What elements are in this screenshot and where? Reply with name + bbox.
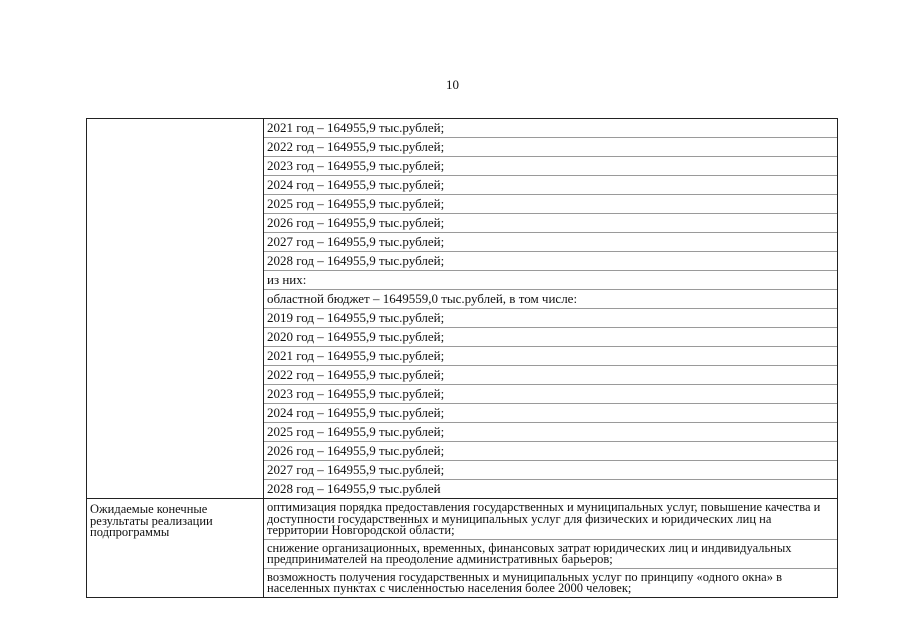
of-which-label: из них:: [264, 271, 837, 290]
funding-values-cell: [264, 119, 838, 499]
subprogram-passport-table: [86, 118, 838, 598]
regional-line: 2027 год – 164955,9 тыс.рублей;: [264, 461, 837, 480]
funding-line: 2025 год – 164955,9 тыс.рублей;: [264, 195, 837, 214]
regional-line: 2023 год – 164955,9 тыс.рублей;: [264, 385, 837, 404]
result-item: снижение организационных, временных, финансовых затрат юридических лиц и индивидуальных предпринимателей на преодоление административных барьеров;: [264, 540, 837, 569]
result-item: оптимизация порядка предоставления государственных и муниципальных услуг, повышение качества и доступности государственных и муниципальных услуг для физических и юридических лиц на территории Новгородской области;: [264, 499, 837, 540]
page-number: 10: [446, 77, 459, 92]
regional-line: 2025 год – 164955,9 тыс.рублей;: [264, 423, 837, 442]
results-label-cell: [87, 499, 264, 598]
regional-line: 2019 год – 164955,9 тыс.рублей;: [264, 309, 837, 328]
results-label: Ожидаемые конечные результаты реализации подпрограммы: [90, 502, 213, 539]
results-row: [87, 499, 838, 598]
regional-budget-line: областной бюджет – 1649559,0 тыс.рублей, в том числе:: [264, 290, 837, 309]
funding-line: 2024 год – 164955,9 тыс.рублей;: [264, 176, 837, 195]
regional-line: 2024 год – 164955,9 тыс.рублей;: [264, 404, 837, 423]
regional-line: 2028 год – 164955,9 тыс.рублей: [267, 481, 441, 496]
funding-line: 2026 год – 164955,9 тыс.рублей;: [264, 214, 837, 233]
regional-line: 2020 год – 164955,9 тыс.рублей;: [264, 328, 837, 347]
funding-line: 2023 год – 164955,9 тыс.рублей;: [264, 157, 837, 176]
funding-line: 2028 год – 164955,9 тыс.рублей;: [264, 252, 837, 271]
funding-line: 2022 год – 164955,9 тыс.рублей;: [264, 138, 837, 157]
results-values-cell: [264, 499, 838, 598]
funding-row: [87, 119, 838, 499]
regional-line: 2022 год – 164955,9 тыс.рублей;: [264, 366, 837, 385]
regional-line: 2021 год – 164955,9 тыс.рублей;: [264, 347, 837, 366]
funding-line: 2021 год – 164955,9 тыс.рублей;: [264, 119, 837, 138]
funding-line: 2027 год – 164955,9 тыс.рублей;: [264, 233, 837, 252]
regional-line: 2026 год – 164955,9 тыс.рублей;: [264, 442, 837, 461]
funding-label-cell: [87, 119, 264, 499]
result-item: возможность получения государственных и муниципальных услуг по принципу «одного окна» в населенных пунктах с численностью населения более 2000 человек;: [267, 569, 782, 595]
